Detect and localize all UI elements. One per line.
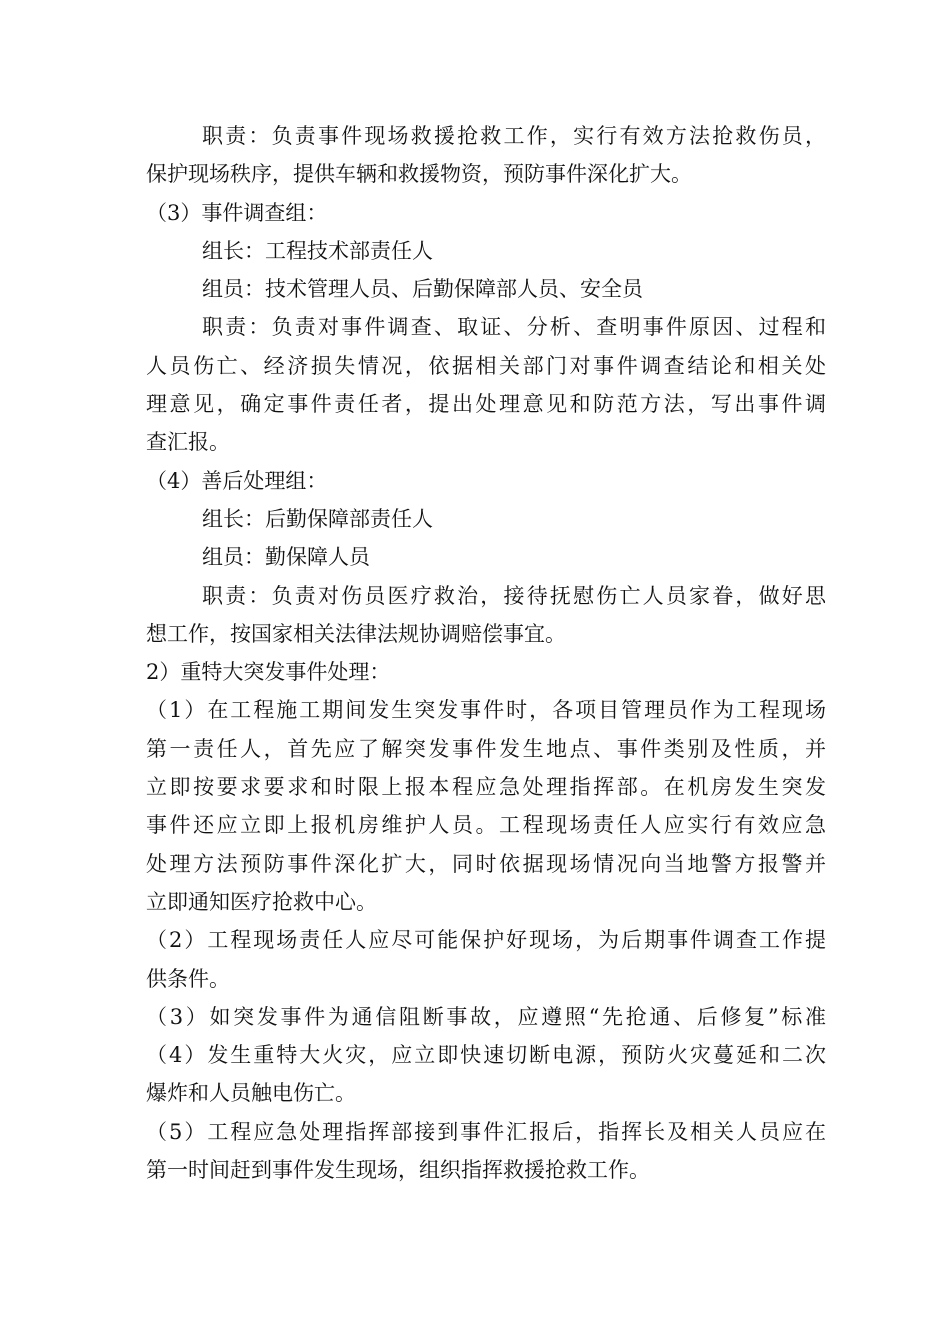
text-line: 组长：工程技术部责任人 [202,238,433,263]
text-line: 理意见，确定事件责任者，提出处理意见和防范方法，写出事件调 [146,392,826,417]
text-line: （1）在工程施工期间发生突发事件时，各项目管理员作为工程现场 [146,698,826,723]
text-line: 职责：负责事件现场救援抢救工作，实行有效方法抢救伤员， [202,124,826,148]
section-heading: （4）善后处理组： [146,468,328,493]
text-line: 想工作，按国家相关法律法规协调赔偿事宜。 [146,621,566,646]
text-line: 立即按要求要求和时限上报本程应急处理指挥部。在机房发生突发 [146,775,826,800]
text-line: （4）发生重特大火灾，应立即快速切断电源，预防火灾蔓延和二次 [146,1043,826,1068]
section-heading: 2）重特大突发事件处理： [146,660,391,685]
text-line: （2）工程现场责任人应尽可能保护好现场，为后期事件调查工作提 [146,928,826,953]
text-line: 处理方法预防事件深化扩大，同时依据现场情况向当地警方报警并 [146,851,826,876]
text-line: 组员：勤保障人员 [202,545,370,570]
text-line: 事件还应立即上报机房维护人员。工程现场责任人应实行有效应急 [146,813,826,838]
text-line: 组员：技术管理人员、后勤保障部人员、安全员 [202,277,643,302]
text-line: 查汇报。 [146,430,230,455]
text-line: 保护现场秩序，提供车辆和救援物资，预防事件深化扩大。 [146,162,692,187]
text-line: 第一时间赶到事件发生现场，组织指挥救援抢救工作。 [146,1158,650,1183]
text-line: （5）工程应急处理指挥部接到事件汇报后，指挥长及相关人员应在 [146,1119,826,1144]
text-line: 第一责任人，首先应了解突发事件发生地点、事件类别及性质，并 [146,736,826,761]
document-body [146,117,826,1189]
text-line: （3）如突发事件为通信阻断事故，应遵照“先抢通、后修复”标准 [146,1004,826,1029]
text-line: 爆炸和人员触电伤亡。 [146,1081,356,1106]
text-line: 供条件。 [146,966,230,991]
text-line: 职责：负责对事件调查、取证、分析、查明事件原因、过程和 [202,315,826,340]
section-heading: （3）事件调查组： [146,200,328,225]
text-line: 职责：负责对伤员医疗救治，接待抚慰伤亡人员家眷，做好思 [202,583,826,608]
text-line: 组长：后勤保障部责任人 [202,506,433,531]
text-line: 立即通知医疗抢救中心。 [146,889,377,914]
text-line: 人员伤亡、经济损失情况，依据相关部门对事件调查结论和相关处 [146,353,826,378]
